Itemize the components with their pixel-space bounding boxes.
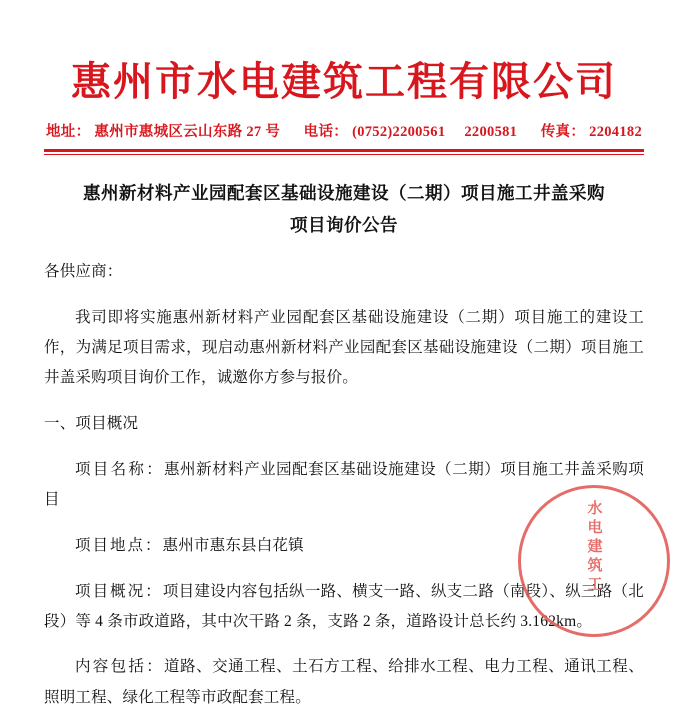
field-content-value: 道路、交通工程、土石方工程、给排水工程、电力工程、通讯工程、照明工程、绿化工程等市政配套工程。: [44, 658, 644, 706]
fax-value: 2204182: [589, 124, 642, 140]
address-value: 惠州市惠城区云山东路 27 号: [94, 124, 281, 140]
salutation: 各供应商：: [44, 263, 123, 281]
field-content: [44, 652, 644, 712]
contact-row: [44, 120, 644, 141]
field-project-overview-value: 项目建设内容包括纵一路、横支一路、纵支二路（南段）、纵三路（北段）等 4 条市政道路，其中次干路 2 条，支路 2 条，道路设计总长约 3.162km。: [44, 582, 644, 630]
phone-value-secondary: 2200581: [464, 124, 518, 140]
letterhead: [44, 0, 644, 155]
document-title-line1: 惠州新材料产业园配套区基础设施建设（二期）项目施工井盖采购: [83, 183, 605, 203]
company-seal-text: 水电建筑工: [585, 500, 602, 595]
fax-label: 传真：: [540, 124, 586, 140]
address-label: 地址：: [46, 124, 91, 140]
field-project-name-value: 惠州新材料产业园配套区基础设施建设（二期）项目施工井盖采购项目: [44, 460, 644, 509]
field-project-overview: [44, 577, 644, 637]
field-project-name-label: 项目名称：: [75, 460, 165, 478]
document-title: [44, 177, 644, 242]
document-title-line2: 项目询价公告: [290, 215, 398, 236]
field-project-site: [44, 531, 644, 561]
field-project-overview-label: 项目概况：: [75, 582, 163, 600]
header-rule-thin: [44, 154, 644, 155]
field-project-site-value: 惠州市惠东县白花镇: [162, 536, 304, 554]
document-body: [44, 257, 644, 713]
phone-label: 电话：: [303, 124, 349, 140]
field-content-label: 内容包括：: [75, 658, 165, 676]
phone-value: (0752)2200561: [352, 124, 446, 140]
company-name: 惠州市水电建筑工程有限公司: [71, 58, 617, 105]
section-heading-project-overview: 一、项目概况: [44, 415, 139, 433]
header-rule-thick: [44, 149, 644, 152]
field-project-site-label: 项目地点：: [75, 536, 163, 554]
intro-paragraph: 我司即将实施惠州新材料产业园配套区基础设施建设（二期）项目施工的建设工作，为满足项目需求，现启动惠州新材料产业园配套区基础设施建设（二期）项目施工井盖采购项目询价工作，诚邀你方参与报价。: [44, 308, 644, 387]
field-project-name: [44, 455, 644, 515]
